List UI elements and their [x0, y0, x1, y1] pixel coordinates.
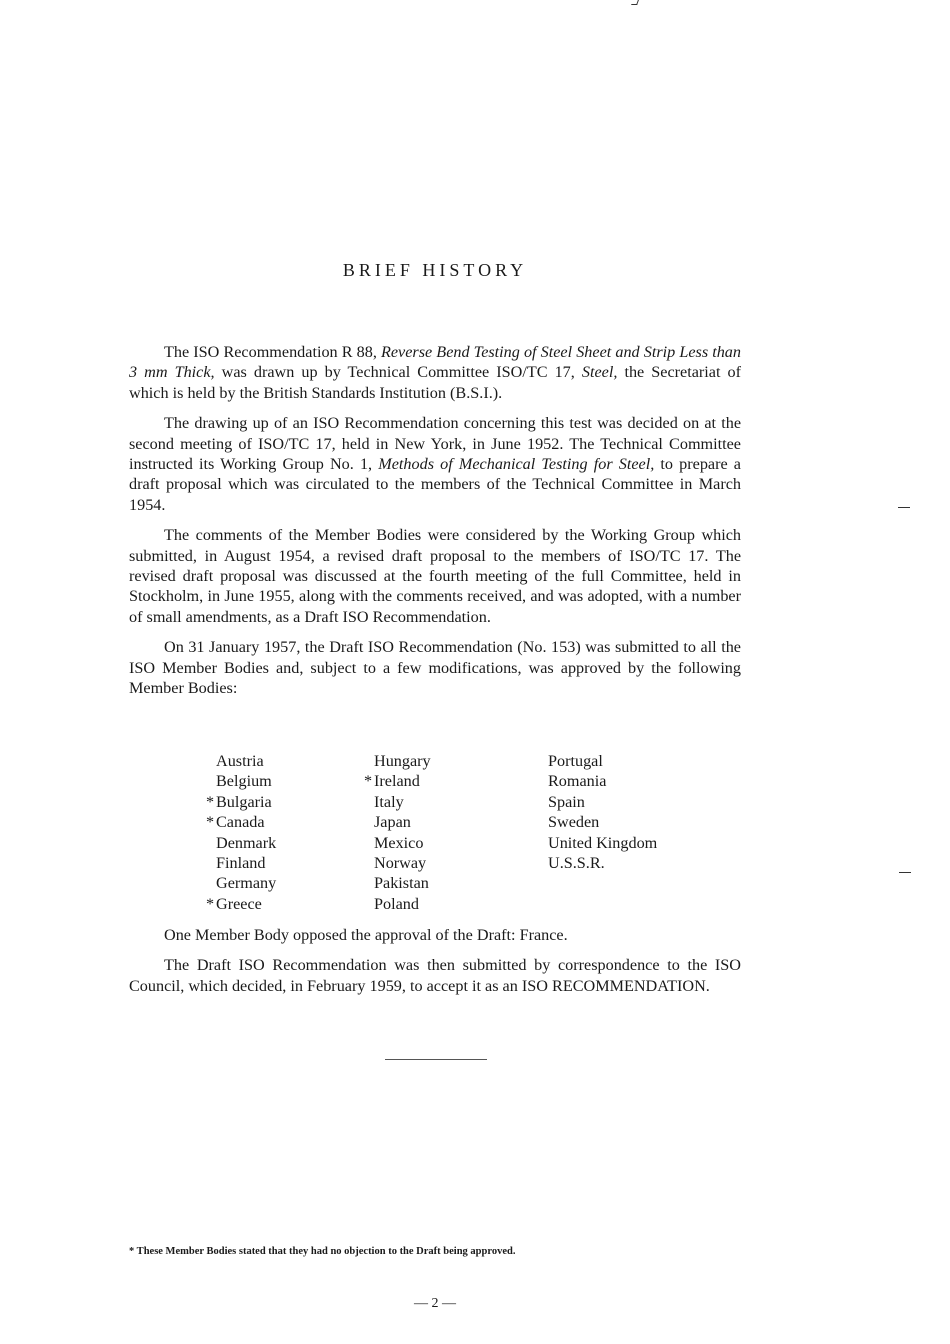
list-item: * Greece: [206, 894, 262, 913]
member-column-1: [206, 751, 276, 914]
paragraph-5: One Member Body opposed the approval of the Draft: France.: [164, 926, 568, 944]
list-item: Mexico: [374, 833, 424, 852]
page-title: BRIEF HISTORY: [342, 260, 528, 280]
member-column-2: [364, 751, 431, 914]
list-item: Pakistan: [374, 874, 429, 893]
p2-text-a: The drawing up of an ISO Recommendation concerning this test was decided on at the second meeting of ISO/TC 17, held in New York, in June 1952. The Technical Committee instructed its Working Group No. 1,: [129, 414, 741, 474]
list-item: Denmark: [216, 833, 277, 852]
scan-mark: [631, 0, 639, 5]
list-item: Japan: [374, 813, 411, 832]
p2-text-c: to prepare a draft proposal which was circulated to the members of the Technical Committee in March 1954.: [129, 455, 741, 514]
working-group-name: Methods of Mechanical Testing for Steel,: [378, 455, 655, 474]
list-item: Germany: [216, 874, 277, 893]
list-item: Hungary: [374, 752, 431, 770]
list-item: * Ireland: [364, 772, 420, 791]
closing-paragraphs: [129, 925, 741, 996]
list-item: United Kingdom: [548, 833, 658, 852]
section-divider: [385, 1059, 487, 1060]
member-column-3: [548, 751, 657, 873]
list-item: U.S.S.R.: [548, 853, 605, 872]
list-item: * Canada: [206, 813, 265, 832]
list-item: * Bulgaria: [206, 792, 272, 811]
list-item: Finland: [216, 853, 266, 872]
list-item: Italy: [374, 792, 404, 811]
p1-text-c: was drawn up by Technical Committee ISO/TC 17,: [214, 363, 582, 382]
margin-mark: [898, 507, 910, 508]
paragraph-1: [129, 342, 741, 403]
p1-text-e: the Secretariat of which is held by the British Standards Institution (B.S.I.).: [129, 363, 742, 402]
footnote: * These Member Bodies stated that they had no objection to the Draft being approved.: [129, 1246, 516, 1257]
list-item: Poland: [374, 894, 419, 913]
paragraph-4: On 31 January 1957, the Draft ISO Recommendation (No. 153) was submitted to all the ISO Member Bodies and, subject to a few modifications, was approved by the following Member Bodies:: [129, 638, 741, 698]
recommendation-title: Reverse Bend Testing of Steel Sheet and Strip Less than 3 mm Thick,: [129, 343, 741, 382]
list-item: Austria: [216, 752, 264, 770]
committee-name: Steel,: [581, 363, 618, 382]
paragraph-3: The comments of the Member Bodies were considered by the Working Group which submitted, in August 1954, a revised draft proposal to the members of ISO/TC 17. The revised draft proposal was discussed at the fourth meeting of the full Committee, held in Stockholm, in June 1955, along with the comments received, and was adopted, with a number of small amendments, as a Draft ISO Recommendation.: [129, 526, 741, 626]
history-body: [129, 342, 741, 699]
page-number: — 2 —: [414, 1296, 456, 1311]
list-item: Portugal: [548, 752, 603, 770]
list-item: Romania: [548, 772, 607, 791]
p1-text-a: The ISO Recommendation R 88,: [164, 343, 381, 361]
paragraph-6: The Draft ISO Recommendation was then submitted by correspondence to the ISO Council, which decided, in February 1959, to accept it as an ISO RECOMMENDATION.: [129, 956, 741, 995]
margin-mark: [899, 872, 911, 873]
list-item: Norway: [374, 853, 427, 872]
list-item: Sweden: [548, 813, 600, 832]
list-item: Belgium: [216, 772, 272, 791]
list-item: Spain: [548, 792, 585, 811]
paragraph-2: [129, 413, 741, 515]
